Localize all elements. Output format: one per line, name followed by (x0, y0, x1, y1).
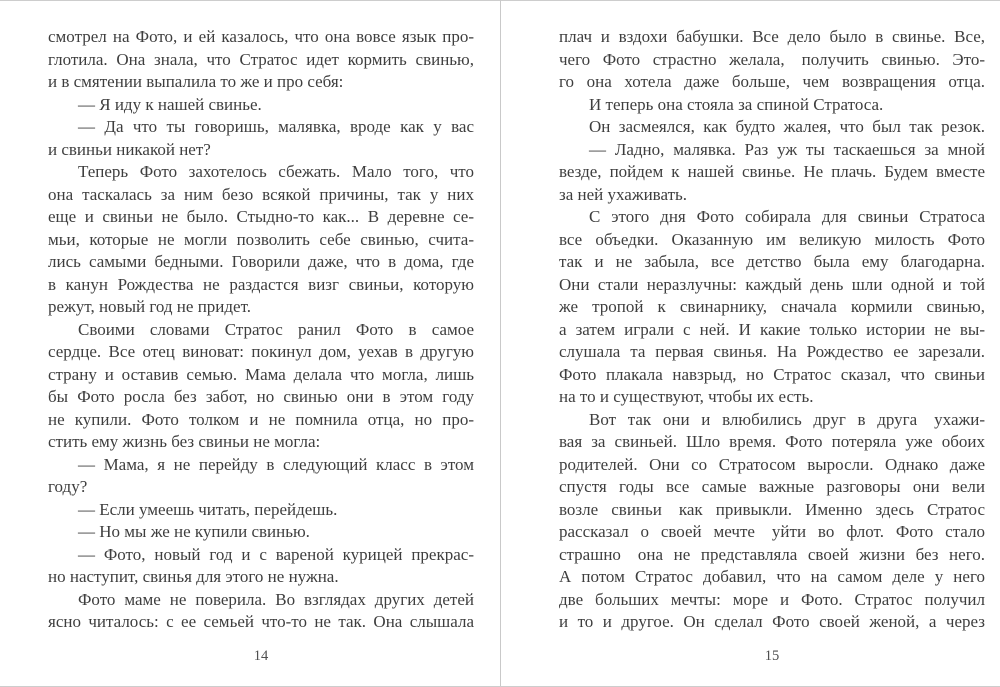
text-line: бы Фото росла без забот, но свинью они в этом году (48, 387, 474, 406)
text-line: — Мама, я не перейду в следующий класс в этом (78, 454, 474, 474)
text-line: на то и существуют, чтобы их есть. (559, 387, 814, 406)
text-line: Фото плакала навзрыд, но Стратос сказал, что свиньи (559, 364, 985, 384)
text-line: так и не забыла, все детство была ему благодарна. (559, 252, 985, 271)
text-line: смотрел на Фото, и ей казалось, что она вовсе язык про- (48, 27, 474, 46)
text-line: А потом Стратос добавил, что на самом деле у него (559, 567, 985, 586)
text-line: Фото маме не поверила. Во взглядах других детей (78, 589, 474, 609)
text-line: две больших мечты: море и Фото. Стратос получил (559, 589, 985, 609)
text-line: — Если умеешь читать, перейдешь. (78, 499, 338, 519)
text-line: и то и другое. Он сделал Фото своей женой, а через (559, 612, 985, 631)
page-number-right: 15 (764, 648, 780, 664)
text-line: за ней ухаживать. (559, 184, 688, 204)
text-line: чего Фото страстно желала, получить свинью. Это- (559, 49, 985, 69)
text-line: спустя годы все самые важные разговоры они вели (559, 477, 985, 496)
text-line: она таскалась за ним безо всякой причины, так у них (48, 184, 474, 204)
text-line: го она хотела даже больше, чем возвращения отца. (559, 72, 985, 91)
text-line: — Ладно, малявка. Раз уж ты таскаешься за мной (589, 139, 985, 159)
text-line: лись самыми бедными. Говорили даже, что в дома, где (48, 252, 474, 271)
text-line: — Но мы же не купили свинью. (78, 522, 310, 541)
text-line: С этого дня Фото собирала для свиньи Стратоса (589, 207, 985, 226)
text-line: глотила. Она знала, что Стратос идет кормить свинью, (48, 49, 474, 69)
text-line: а затем играли с ней. И какие только истории не вы- (559, 319, 985, 339)
text-line: родителей. Они со Стратосом выросли. Однако даже (559, 454, 985, 474)
text-line: режут, новый год не придет. (48, 297, 251, 316)
text-line: страшно она не представляла своей жизни без него. (559, 544, 985, 564)
text-line: мьи, которые не могли позволить себе свинью, счита- (48, 229, 474, 249)
text-line: страну и оставив семью. Мама делала что могла, лишь (48, 364, 474, 384)
text-line: и в смятении выпалила то же и про себя: (48, 72, 344, 91)
text-line: но наступит, свинья для этого не нужна. (48, 567, 339, 586)
text-line: году? (48, 477, 88, 496)
text-line: еще и свиньи не было. Стыдно-то как... В деревне се- (48, 207, 474, 226)
text-line: сердце. Все отец виноват: покинул дом, уехав в другую (48, 342, 474, 361)
spread-gutter-divider (500, 0, 501, 687)
text-line: вая за свиньей. Шло время. Фото потеряла уже обоих (559, 432, 985, 451)
text-line: Он засмеялся, как будто жалея, что был так резок. (589, 117, 985, 136)
page-number-left: 14 (253, 648, 269, 664)
text-line: рассказал о своей мечте уйти во флот. Фото стало (559, 522, 985, 541)
text-line: и свиньи никакой нет? (48, 139, 211, 159)
text-line: слушала та первая свинья. На Рождество ее зарезали. (559, 342, 985, 361)
text-line: же тропой к свинарнику, сначала кормили свинью, (559, 297, 985, 316)
text-line: Вот так они и влюбились друг в друга ухажи- (589, 409, 985, 429)
text-line: И теперь она стояла за спиной Стратоса. (589, 94, 884, 114)
text-line: не купили. Фото толком и не помнила отца, но про- (48, 409, 474, 429)
text-line: — Я иду к нашей свинье. (78, 94, 262, 114)
text-line: в канун Рождества не раздастся визг свиньи, которую (48, 274, 474, 294)
text-line: все объедки. Оказанную им великую милость Фото (559, 229, 985, 249)
text-line: Теперь Фото захотелось сбежать. Мало того, что (78, 162, 474, 181)
text-line: ясно читалось: с ее семьей что-то не так. Она слышала (48, 612, 474, 631)
text-line: Они стали неразлучны: каждый день шли одной и той (559, 274, 985, 294)
page-right-text-column (559, 26, 985, 634)
page-left-text-column (48, 26, 474, 634)
text-line: Своими словами Стратос ранил Фото в самое (78, 319, 474, 339)
text-line: — Фото, новый год и с вареной курицей прекрас- (78, 544, 474, 564)
text-line: везде, пойдем к нашей свинье. Не плачь. Будем вместе (559, 162, 985, 181)
text-line: — Да что ты говоришь, малявка, вроде как у вас (78, 117, 474, 136)
text-line: плач и вздохи бабушки. Все дело было в свинье. Все, (559, 27, 985, 46)
text-line: возле свиньи как привыкли. Именно здесь Стратос (559, 499, 985, 519)
text-line: стить ему жизнь без свиньи не могла: (48, 432, 321, 451)
